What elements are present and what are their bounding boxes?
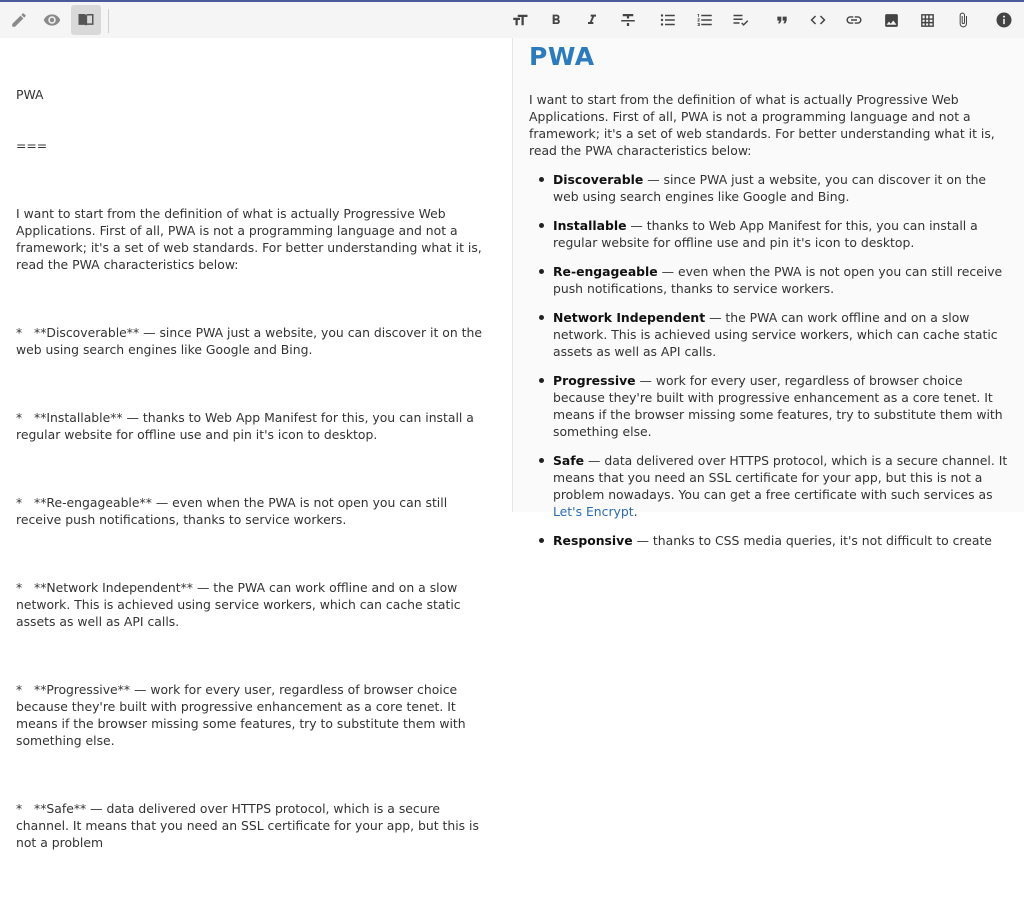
source-line: === [16, 138, 48, 153]
preview-mode-button[interactable] [37, 5, 67, 35]
list-item-term: Re-engageable [553, 264, 658, 279]
preview-paragraph: I want to start from the definition of what is actually Progressive Web Applications. First of all, PWA is not a programming language and not a framework; it's a set of web standards. For better understanding what it is, read the PWA characteristics below: [529, 92, 995, 158]
list-item-text: — even when the PWA is not open you can still receive push notifications, thanks to service workers. [553, 264, 1003, 296]
list-item [553, 309, 1009, 360]
book-open-icon [77, 11, 95, 29]
source-list-item: * **Safe** — data delivered over HTTPS protocol, which is a secure channel. It means that you need an SSL certificate for your app, but this is not a problem [16, 801, 483, 850]
lets-encrypt-link[interactable]: Let's Encrypt [553, 504, 634, 519]
markdown-editor[interactable] [0, 38, 512, 850]
bullet-list-button[interactable] [653, 5, 683, 35]
list-item-term: Discoverable [553, 172, 644, 187]
list-item-text: — work for every user, regardless of browser choice because they're built with progressive enhancement as a core tenet. It means if the browser missing some features, try to substitute them with something else. [553, 373, 1003, 439]
task-list-button[interactable] [726, 5, 756, 35]
task-list-icon [731, 11, 751, 29]
strikethrough-icon [619, 11, 637, 29]
source-list-item: * **Installable** — thanks to Web App Manifest for this, you can install a regular website for offline use and pin it's icon to desktop. [16, 410, 478, 442]
italic-button[interactable] [577, 5, 607, 35]
preview-title: PWA [529, 42, 595, 71]
list-item [553, 372, 1009, 440]
list-item-term: Progressive [553, 373, 636, 388]
source-paragraph: I want to start from the definition of what is actually Progressive Web Applications. First of all, PWA is not a programming language and not a framework; it's a set of web standards. For better understanding what it is, read the PWA characteristics below: [16, 206, 486, 272]
strikethrough-button[interactable] [613, 5, 643, 35]
list-item [553, 532, 1009, 549]
source-list-item: * **Progressive** — work for every user, regardless of browser choice because they're built with progressive enhancement as a core tenet. It means if the browser missing some features, try to substitute them with something else. [16, 682, 470, 748]
link-button[interactable] [839, 5, 869, 35]
list-item [553, 217, 1009, 251]
heading-button[interactable] [505, 5, 535, 35]
list-item-term: Safe [553, 453, 585, 468]
list-item [553, 171, 1009, 205]
heading-icon [511, 11, 529, 29]
list-item-text: — since PWA just a website, you can discover it on the web using search engines like Google and Bing. [553, 172, 987, 204]
list-item-text-end: . [633, 504, 638, 519]
quote-button[interactable] [767, 5, 797, 35]
list-item-text: — thanks to CSS media queries, it's not difficult to create [632, 533, 992, 548]
bold-icon [548, 12, 564, 28]
table-button[interactable] [912, 5, 942, 35]
markdown-preview [513, 38, 1024, 548]
image-button[interactable] [876, 5, 906, 35]
source-list-item: * **Discoverable** — since PWA just a website, you can discover it on the web using search engines like Google and Bing. [16, 325, 486, 357]
preview-list [529, 171, 1009, 549]
bold-button[interactable] [541, 5, 571, 35]
quote-icon [774, 12, 790, 28]
image-icon [883, 12, 900, 29]
source-list-item: * **Network Independent** — the PWA can work offline and on a slow network. This is achieved using service workers, which can cache static assets as well as API calls. [16, 580, 465, 629]
list-item-term: Network Independent [553, 310, 706, 325]
italic-icon [584, 12, 600, 28]
side-by-side-mode-button[interactable] [71, 5, 101, 35]
source-list-item: * **Re-engageable** — even when the PWA is not open you can still receive push notifications, thanks to service workers. [16, 495, 452, 527]
list-item [553, 263, 1009, 297]
list-item-term: Installable [553, 218, 627, 233]
code-icon [809, 11, 827, 29]
code-button[interactable] [803, 5, 833, 35]
bullet-list-icon [659, 11, 677, 29]
editor-toolbar [0, 0, 1024, 38]
info-button[interactable] [989, 5, 1019, 35]
attachment-button[interactable] [948, 5, 978, 35]
eye-icon [42, 11, 62, 29]
link-icon [845, 11, 863, 29]
list-item-text: — data delivered over HTTPS protocol, which is a secure channel. It means that you need an SSL certificate for your app, but this is not a problem nowadays. You can get a free certificate with such services as [553, 453, 1008, 502]
paperclip-icon [955, 11, 971, 29]
info-icon [995, 11, 1013, 29]
numbered-list-button[interactable] [690, 5, 720, 35]
table-icon [919, 12, 936, 29]
pencil-icon [10, 11, 28, 29]
list-item-text: — thanks to Web App Manifest for this, you can install a regular website for offline use and pin it's icon to desktop. [553, 218, 978, 250]
list-item [553, 452, 1009, 520]
list-item-text: — the PWA can work offline and on a slow network. This is achieved using service workers, which can cache static assets as well as API calls. [553, 310, 998, 359]
markdown-source[interactable] [16, 52, 492, 902]
numbered-list-icon [696, 11, 714, 29]
edit-mode-button[interactable] [4, 5, 34, 35]
list-item-term: Responsive [553, 533, 633, 548]
toolbar-separator [108, 9, 109, 33]
source-line: PWA [16, 87, 44, 102]
